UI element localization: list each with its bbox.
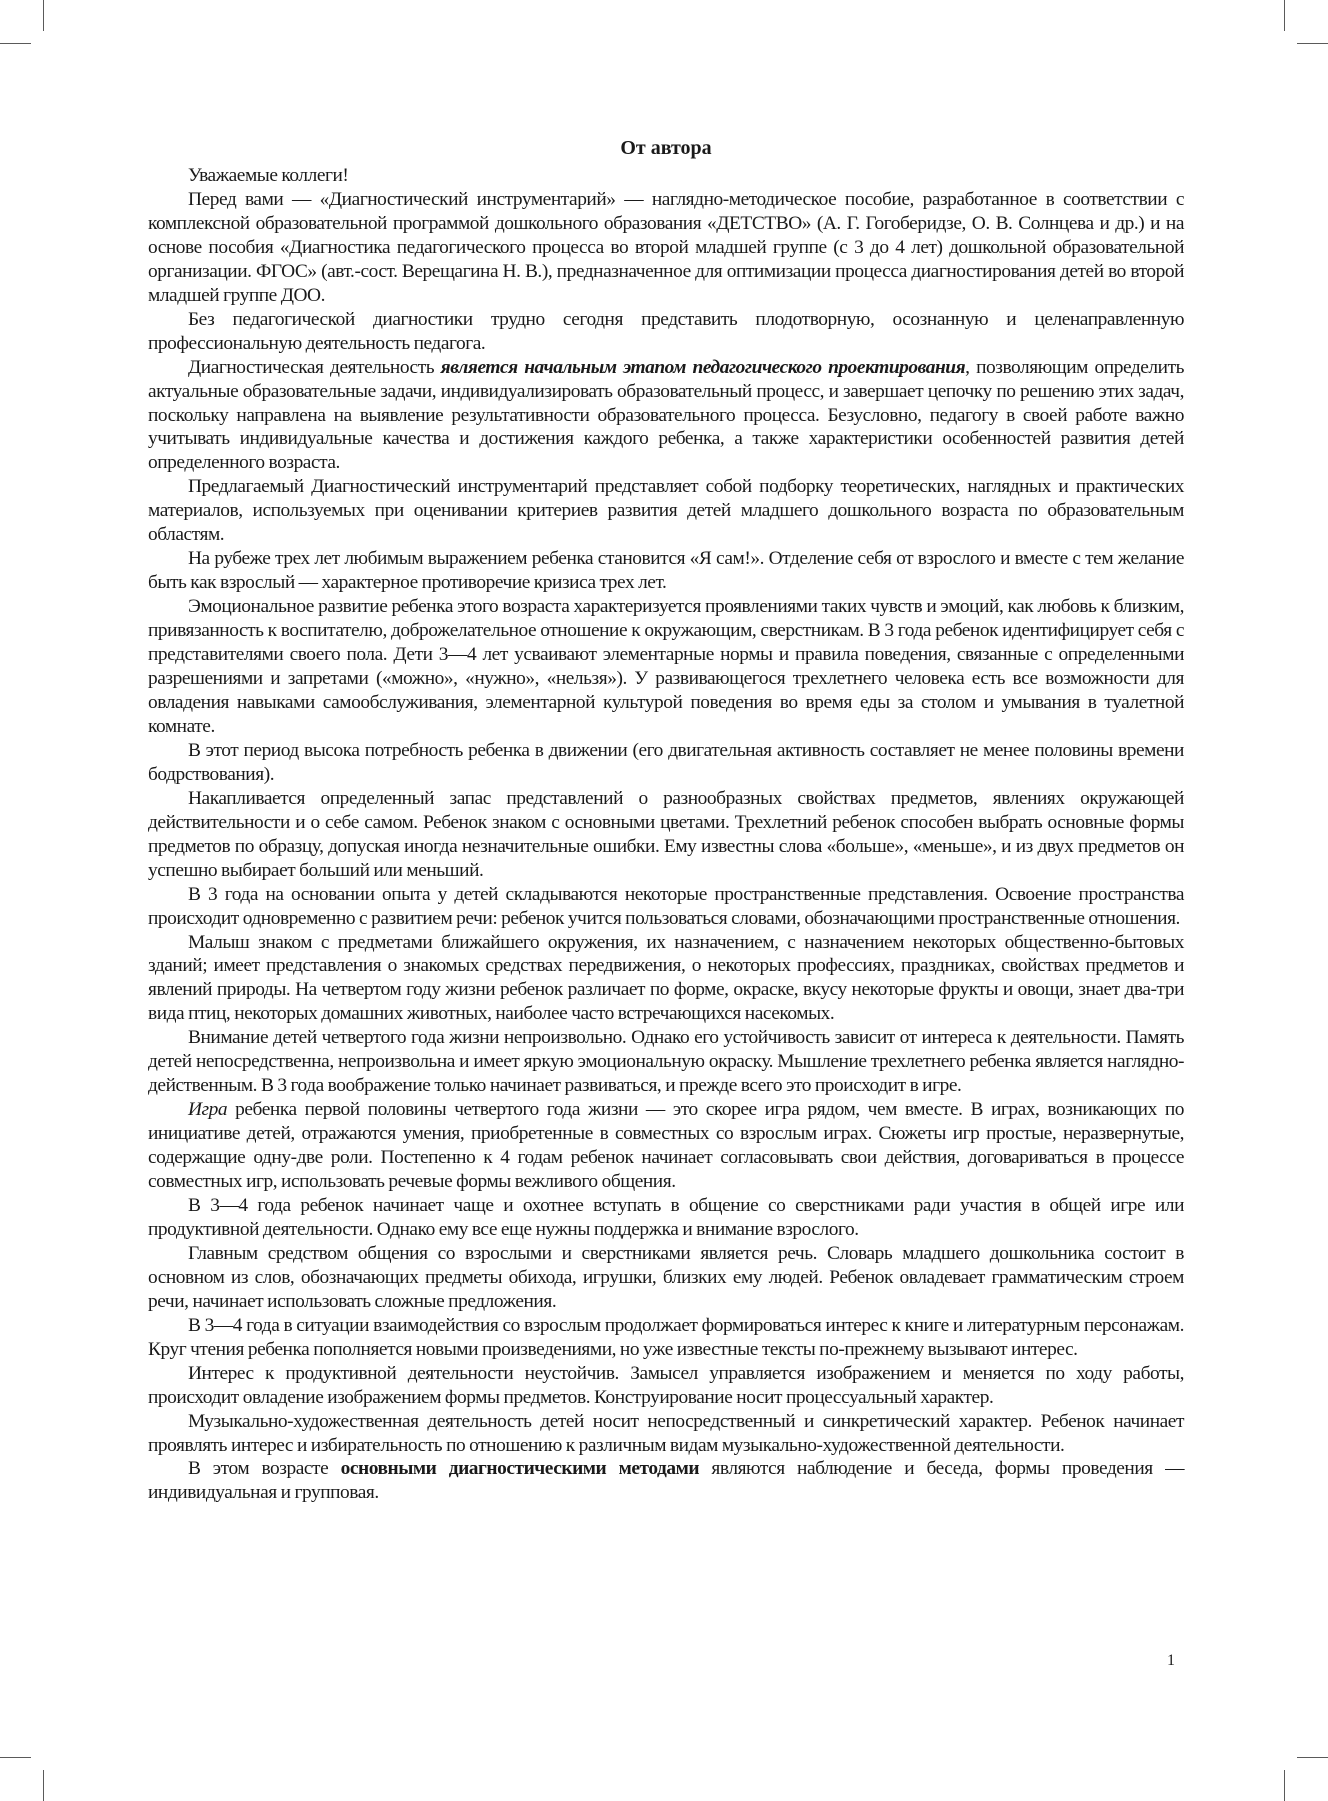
page-number: 1 [1167,1652,1175,1669]
paragraph [148,1457,1184,1505]
paragraph: В этот период высока потребность ребенка в движении (его двигательная активность составляет не менее половины времени бодрствования). [148,739,1184,785]
paragraph: В 3—4 года в ситуации взаимодействия со взрослым продолжает формироваться интерес к книге и литературным персонажам. Круг чтения ребенка пополняется новыми произведениями, но уже известные тексты по-прежнему вызывают интерес. [148,1314,1184,1360]
paragraph: Внимание детей четвертого года жизни непроизвольно. Однако его устойчивость зависит от интереса к деятельности. Память детей непосредственна, непроизвольна и имеет яркую эмоциональную окраску. Мышление трехлетнего ребенка является наглядно-действенным. В 3 года воображение только начинает развиваться, и прежде всего это происходит в игре. [148,1027,1184,1097]
paragraph: На рубеже трех лет любимым выражением ребенка становится «Я сам!». Отделение себя от взрослого и вместе с тем желание быть как взрослый — характерное противоречие кризиса трех лет. [148,548,1184,594]
crop-mark-bottom-right-horizontal [1297,1757,1328,1758]
paragraph-greeting: Уважаемые коллеги! [188,165,349,186]
page-title: От автора [620,137,712,159]
text: В этом возрасте [188,1458,341,1480]
text: являются наблюдение и беседа, формы проведения — индивидуальная и групповая. [148,1458,1185,1504]
text: , позволяющим определить актуальные образовательные задачи, индивидуализировать образовательный процесс, и завершает цепочку по решению этих задач, поскольку направлена на выявление результативности образовательного процесса. Безусловно, педагогу в своей работе важно учитывать индивидуальные качества и достижения каждого ребенка, а также характеристики особенностей развития детей определенного возраста. [148,356,1184,474]
paragraph: Без педагогической диагностики трудно сегодня представить плодотворную, осознанную и целенаправленную профессиональную деятельность педагога. [148,308,1184,354]
crop-mark-bottom-right-vertical [1284,1770,1285,1801]
paragraph [148,356,1184,476]
crop-mark-top-right-vertical [1284,0,1285,31]
crop-mark-bottom-left-horizontal [0,1757,31,1758]
paragraph: В 3—4 года ребенок начинает чаще и охотнее вступать в общение со сверстниками ради участия в общей игре или продуктивной деятельности. Однако ему все еще нужны поддержка и внимание взрослого. [148,1194,1184,1240]
emphasis-bold: основными диагностическими методами [340,1458,700,1480]
paragraph: Накапливается определенный запас представлений о разнообразных свойствах предметов, явлениях окружающей действительности и о себе самом. Ребенок знаком с основными цветами. Трехлетний ребенок способен выбрать основные формы предметов по образцу, допуская иногда незначительные ошибки. Ему известны слова «больше», «меньше», и из двух предметов он успешно выбирает больший или меньший. [148,787,1184,881]
paragraph-intro: Перед вами — «Диагностический инструментарий» — наглядно-методическое пособие, разработанное в соответствии с комплексной образовательной программой дошкольного образования «ДЕТСТВО» (А. Г. Гогоберидзе, О. В. Солнцева и др.) и на основе пособия «Диагностика педагогического процесса во второй младшей группе (с 3 до 4 лет) дошкольной образовательной организации. ФГОС» (авт.-сост. Верещагина Н. В.), предназначенное для оптимизации процесса диагностирования детей во второй младшей группе ДОО. [148,188,1184,306]
crop-mark-bottom-left-vertical [43,1770,44,1801]
crop-mark-top-right-horizontal [1297,43,1328,44]
document-page [148,136,1184,1505]
text: Диагностическая деятельность [188,356,441,378]
text: ребенка первой половины четвертого года жизни — это скорее игра рядом, чем вместе. В играх, возникающих по инициативе детей, отражаются умения, приобретенные в совместных со взрослым играх. Сюжеты игр простые, неразвернутые, содержащие одну-две роли. Постепенно к 4 годам ребенок начинает согласовывать свои действия, договариваться в процессе совместных игр, использовать речевые формы вежливого общения. [148,1099,1184,1193]
paragraph: Малыш знаком с предметами ближайшего окружения, их назначением, с назначением некоторых общественно-бытовых зданий; имеет представления о знакомых средствах передвижения, о некоторых профессиях, праздниках, свойствах предметов и явлений природы. На четвертом году жизни ребенок различает по форме, окраске, вкусу некоторые фрукты и овощи, знает два-три вида птиц, некоторых домашних животных, наиболее часто встречающихся насекомых. [148,931,1184,1025]
paragraph: В 3 года на основании опыта у детей складываются некоторые пространственные представления. Освоение пространства происходит одновременно с развитием речи: ребенок учится пользоваться словами, обозначающими пространственные отношения. [148,883,1184,929]
paragraph [148,1098,1184,1194]
crop-mark-top-left-vertical [43,0,44,31]
crop-mark-top-left-horizontal [0,43,31,44]
paragraph: Предлагаемый Диагностический инструментарий представляет собой подборку теоретических, наглядных и практических материалов, используемых при оценивании критериев развития детей младшего дошкольного возраста по образовательным областям. [148,476,1184,546]
emphasis-italic: Игра [188,1099,228,1121]
paragraph: Музыкально-художественная деятельность детей носит непосредственный и синкретический характер. Ребенок начинает проявлять интерес и избирательность по отношению к различным видам музыкально-художественной деятельности. [148,1410,1184,1456]
paragraph: Интерес к продуктивной деятельности неустойчив. Замысел управляется изображением и меняется по ходу работы, происходит овладение изображением формы предметов. Конструирование носит процессуальный характер. [148,1362,1184,1408]
emphasis-bold-italic: является начальным этапом педагогического проектирования [440,356,966,378]
paragraph: Эмоциональное развитие ребенка этого возраста характеризуется проявлениями таких чувств и эмоций, как любовь к близким, привязанность к воспитателю, доброжелательное отношение к окружающим, сверстникам. В 3 года ребенок идентифицирует себя с представителями своего пола. Дети 3—4 лет усваивают элементарные нормы и правила поведения, связанные с определенными разрешениями и запретами («можно», «нужно», «нельзя»). У развивающегося трехлетнего человека есть все возможности для овладения навыками самообслуживания, элементарной культурой поведения во время еды за столом и умывания в туалетной комнате. [148,596,1184,737]
paragraph: Главным средством общения со взрослыми и сверстниками является речь. Словарь младшего дошкольника состоит в основном из слов, обозначающих предметы обихода, игрушки, близких ему людей. Ребенок овладевает грамматическим строем речи, начинает использовать сложные предложения. [148,1242,1184,1312]
